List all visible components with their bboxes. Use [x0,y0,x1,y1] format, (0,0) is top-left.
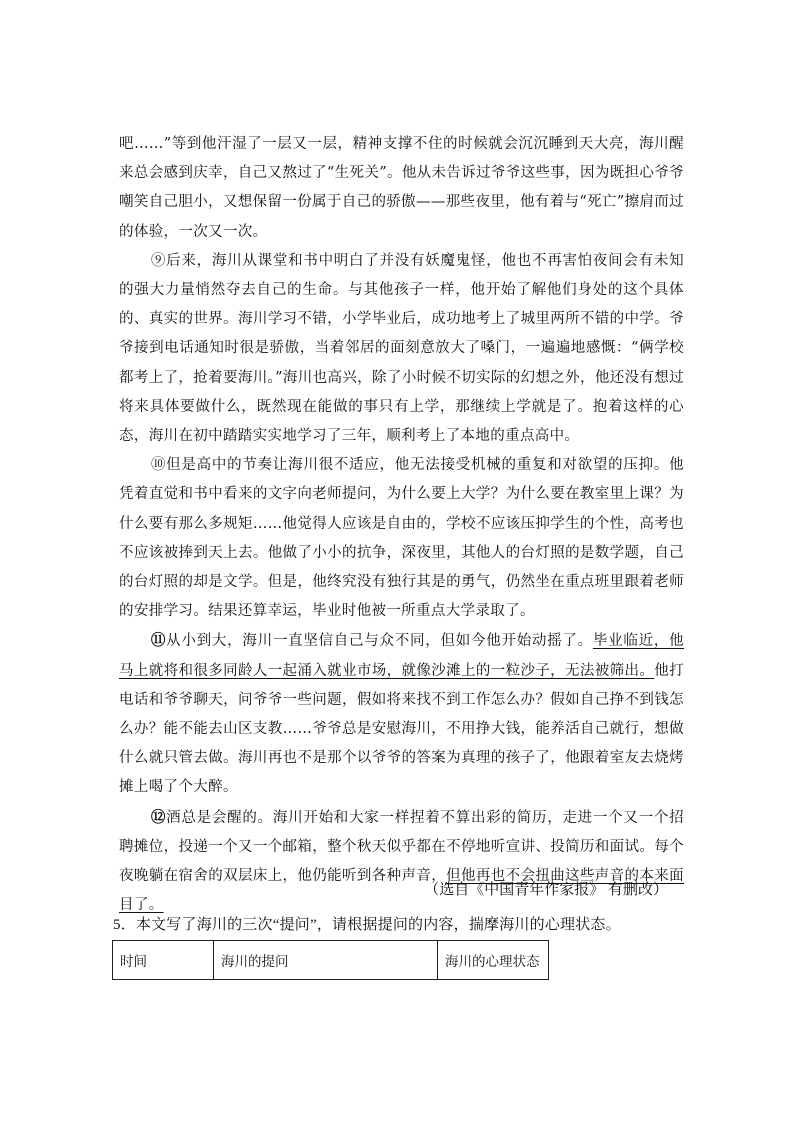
paragraph-number: ⑫ [150,808,167,826]
paragraph-text: 但是高中的节奏让海川很不适应，他无法接受机械的重复和对欲望的压抑。他凭着直觉和书中看来的文字向老师提问，为什么要上大学？为什么要在教室里上课？为什么要有那么多规矩……他觉得人应该是自由的，学校不应该压抑学生的个性，高考也不应该被捧到天上去。他做了小小的抗争，深夜里，其他人的台灯照的是数学题，自己的台灯照的却是文学。但是，他终究没有独行其是的勇气，仍然坐在重点班里跟着老师的安排学习。结果还算幸运，毕业时他被一所重点大学录取了。 [119,457,684,620]
table-header-cell: 海川的提问 [214,941,438,980]
paragraph-text: 后来，海川从课堂和书中明白了并没有妖魔鬼怪，他也不再害怕夜间会有未知的强大力量悄然夺去自己的生命。与其他孩子一样，他开始了解他们身处的这个具体的、真实的世界。海川学习不错，小学毕业后，成功地考上了城里两所不错的中学。爷爷接到电话通知时很是骄傲，当着邻居的面刻意放大了嗓门，一遍遍地感慨：“俩学校都考上了，抢着要海川。”海川也高兴，除了小时候不切实际的幻想之外，他还没有想过将来具体要做什么，既然现在能做的事只有上学，那继续上学就是了。抱着这样的心态，海川在初中踏踏实实地学习了三年，顺利考上了本地的重点高中。 [119,252,684,445]
paragraph-9 [119,247,684,451]
paragraph-text: 酒总是会醒的。海川开始和大家一样捏着不算出彩的简历，走进一个又一个招聘摊位，投递一个又一个邮箱，整个秋天似乎都在不停地听宣讲、投简历和面试。每个夜晚躺在宿舍的双层床上，他仍能听到各种声音， [119,809,684,885]
answer-table [112,940,549,980]
underlined-sentence: 毕业临近，他马上就将和很多同龄人一起涌入就业市场，就像沙滩上的一粒沙子，无法被筛出。 [119,633,684,679]
table-header-cell: 时间 [113,941,214,980]
underlined-sentence: 但他再也不会扭曲这些声音的本来面目了。 [119,868,684,914]
paragraph-12 [119,803,684,921]
paragraph-text: 从小到大，海川一直坚信自己与众不同，但如今他开始动摇了。 [166,633,593,650]
paragraph-number: ⑨ [150,252,167,269]
table-header-cell: 海川的心理状态 [438,941,549,980]
paragraph-text: 吧……”等到他汗湿了一层又一层，精神支撑不住的时候就会沉沉睡到天大亮，海川醒来总会感到庆幸，自己又熬过了“生死关”。他从未告诉过爷爷这些事，因为既担心爷爷嘲笑自己胆小，又想保留一份属于自己的骄傲——那些夜里，他有着与“死亡”擦肩而过的体验，一次又一次。 [119,136,684,240]
paragraph-10 [119,451,684,626]
paragraph-11 [119,626,684,802]
paragraph-number: ⑩ [150,457,167,474]
article-body [119,130,684,920]
article-source: （选自《中国青年作家报》 有删改） [424,882,668,898]
paragraph-text: 他打电话和爷爷聊天，问爷爷一些问题，假如将来找不到工作怎么办？假如自己挣不到钱怎么办？能不能去山区支教……爷爷总是安慰海川，不用挣大钱，能养活自己就行，想做什么就只管去做。海川再也不是那个以爷爷的答案为真理的孩子了，他跟着室友去烧烤摊上喝了个大醉。 [119,662,684,796]
paragraph-continuation [119,130,684,247]
question-5: 5．本文写了海川的三次“提问”，请根据提问的内容，揣摩海川的心理状态。 [113,917,621,933]
paragraph-number: ⑪ [150,632,167,650]
table-header-row [113,941,549,980]
